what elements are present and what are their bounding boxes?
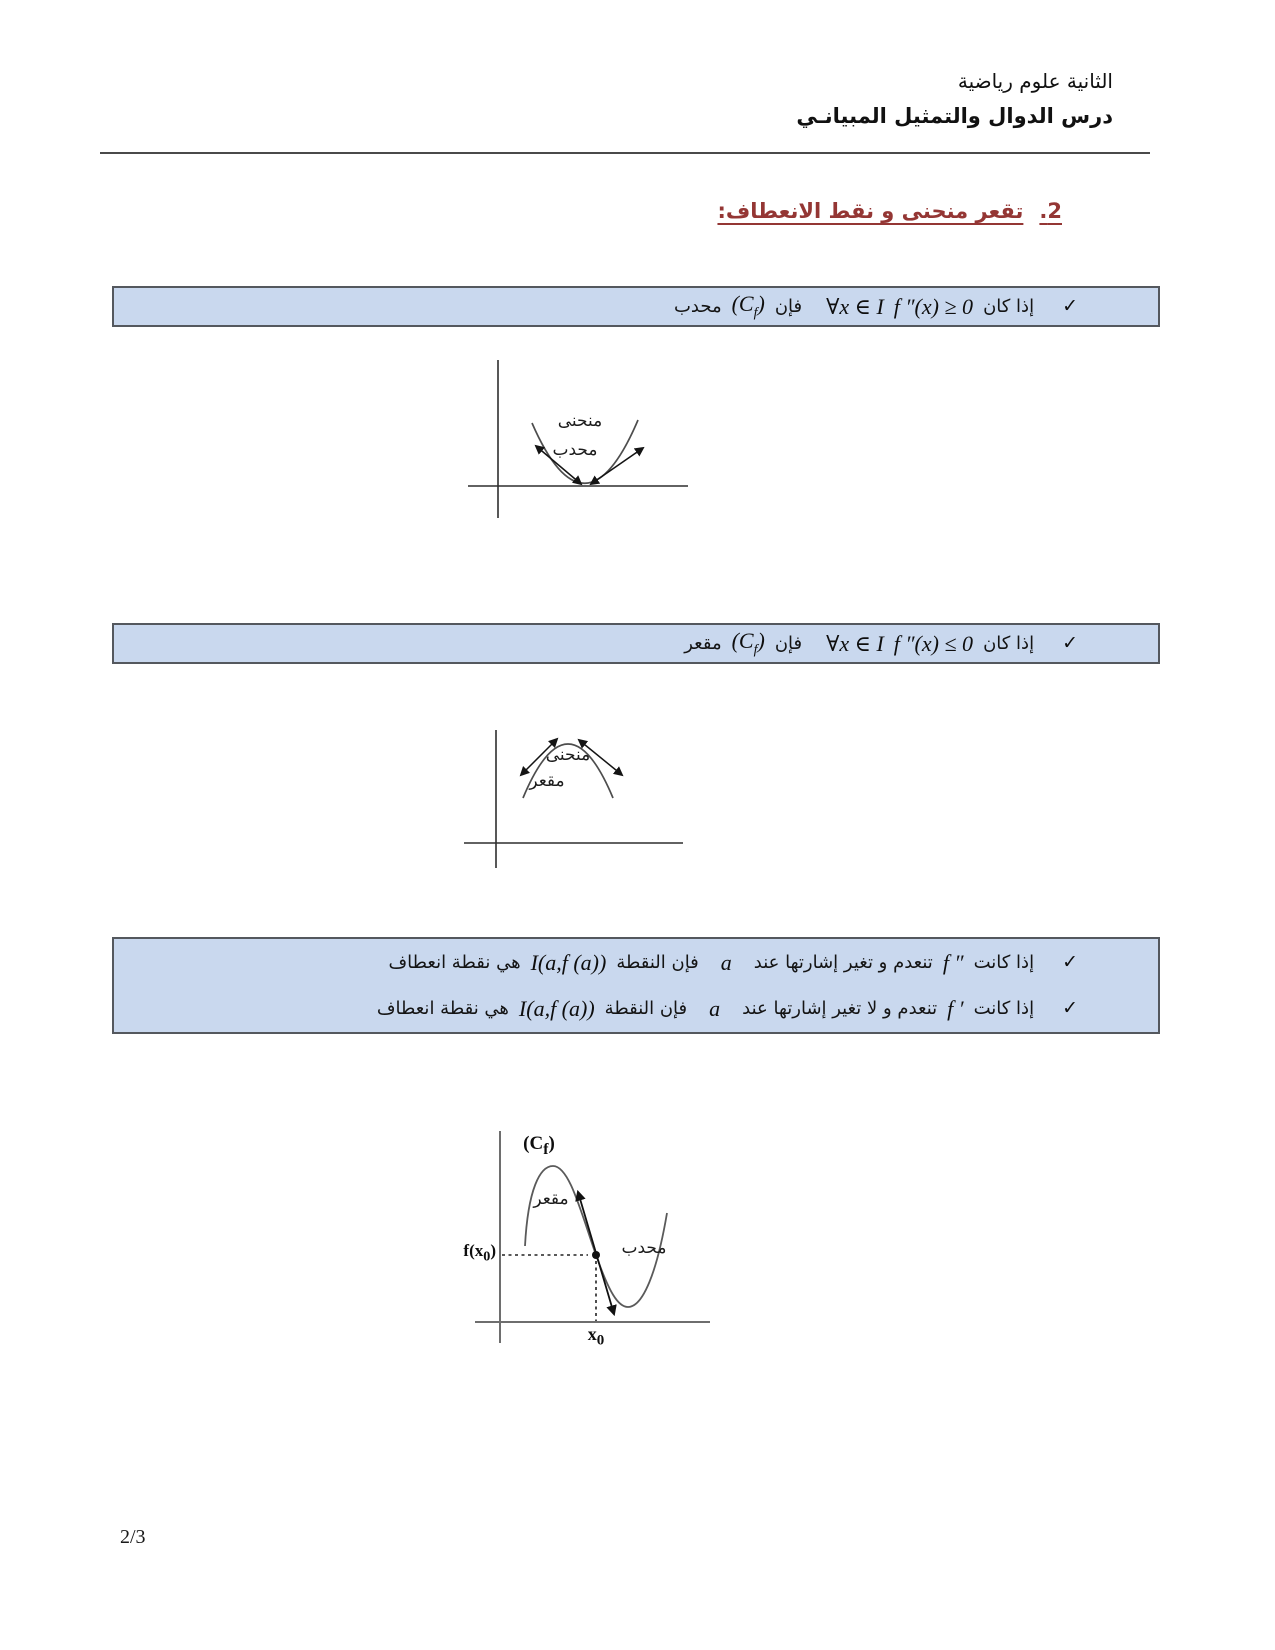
if-label: إذا كان (983, 633, 1035, 654)
convex-figure-canvas (430, 345, 700, 520)
header-divider (100, 152, 1150, 154)
page-number: 2/3 (120, 1526, 146, 1548)
convex-region-label: محدب (621, 1238, 667, 1258)
rule-box-concave (112, 623, 1160, 664)
fx0-axis-label: $f(x_0)$ (463, 1241, 496, 1265)
conclusion-label: محدب (673, 296, 722, 317)
curve-symbol: $(C_f)$ (731, 628, 765, 658)
checkmark-icon: ✓ (1062, 632, 1078, 654)
checkmark-icon: ✓ (1062, 295, 1078, 317)
section-number: 2. (1039, 199, 1062, 223)
rule-box-convex (112, 286, 1160, 327)
is-inflection-point-label: هي نقطة انعطاف (376, 998, 509, 1019)
header-subtitle: الثانية علوم رياضية (957, 69, 1113, 93)
rule-line-2 (114, 986, 1158, 1032)
inflection-figure-canvas (430, 1125, 730, 1350)
concave-label-line2: مقعر (529, 771, 565, 791)
if-label: إذا كان (983, 296, 1035, 317)
forall-formula: ∀x ∈ I (826, 293, 884, 319)
then-label: فإن (774, 296, 803, 317)
conclusion-label: مقعر (684, 633, 722, 654)
second-derivative-symbol: f ″ (942, 949, 964, 975)
rule-line (114, 625, 1158, 662)
convex-curve-figure (430, 345, 700, 520)
forall-formula: ∀x ∈ I (826, 630, 884, 656)
rule-line-1 (114, 940, 1158, 986)
convex-label-line2: محدب (552, 440, 598, 460)
condition-formula: f ″(x) ≥ 0 (893, 293, 974, 319)
function-curve (525, 1166, 667, 1307)
curve-name-label: $(C_f)$ (523, 1133, 555, 1158)
rule-box-inflection (112, 937, 1160, 1034)
page-header (796, 64, 1113, 134)
concave-curve-figure (430, 690, 700, 870)
condition-formula: f ″(x) ≤ 0 (893, 630, 974, 656)
concave-label-line1: منحنى (545, 745, 591, 765)
variable-a: a (720, 949, 732, 975)
rule-line (114, 288, 1158, 325)
vanishes-no-sign-change-label: تنعدم و لا تغير إشارتها عند (742, 998, 938, 1019)
then-point-label: فإن النقطة (604, 998, 688, 1019)
inflection-point-dot (592, 1251, 600, 1259)
curve-symbol: $(C_f)$ (731, 291, 765, 321)
checkmark-icon: ✓ (1062, 951, 1078, 973)
section-title-text: تقعر منحنى و نقط الانعطاف: (717, 199, 1024, 223)
point-formula: I(a,f (a)) (518, 995, 595, 1021)
then-point-label: فإن النقطة (616, 952, 699, 973)
then-label: فإن (774, 633, 803, 654)
checkmark-icon: ✓ (1062, 997, 1078, 1019)
if-label: إذا كانت (973, 952, 1035, 973)
first-derivative-symbol: f ′ (947, 995, 964, 1021)
variable-a: a (709, 995, 721, 1021)
vanishes-changes-sign-label: تنعدم و تغير إشارتها عند (753, 952, 933, 973)
concave-region-label: مقعر (533, 1189, 569, 1209)
if-label: إذا كانت (973, 998, 1035, 1019)
header-title: درس الدوال والتمثيل المبيانـي (796, 104, 1113, 128)
inflection-point-figure (430, 1125, 730, 1350)
section-title (717, 199, 1062, 223)
is-inflection-point-label: هي نقطة انعطاف (388, 952, 521, 973)
convex-label-line1: منحنى (557, 411, 603, 431)
x0-axis-label: $x_0$ (587, 1324, 605, 1349)
point-formula: I(a,f (a)) (530, 949, 607, 975)
